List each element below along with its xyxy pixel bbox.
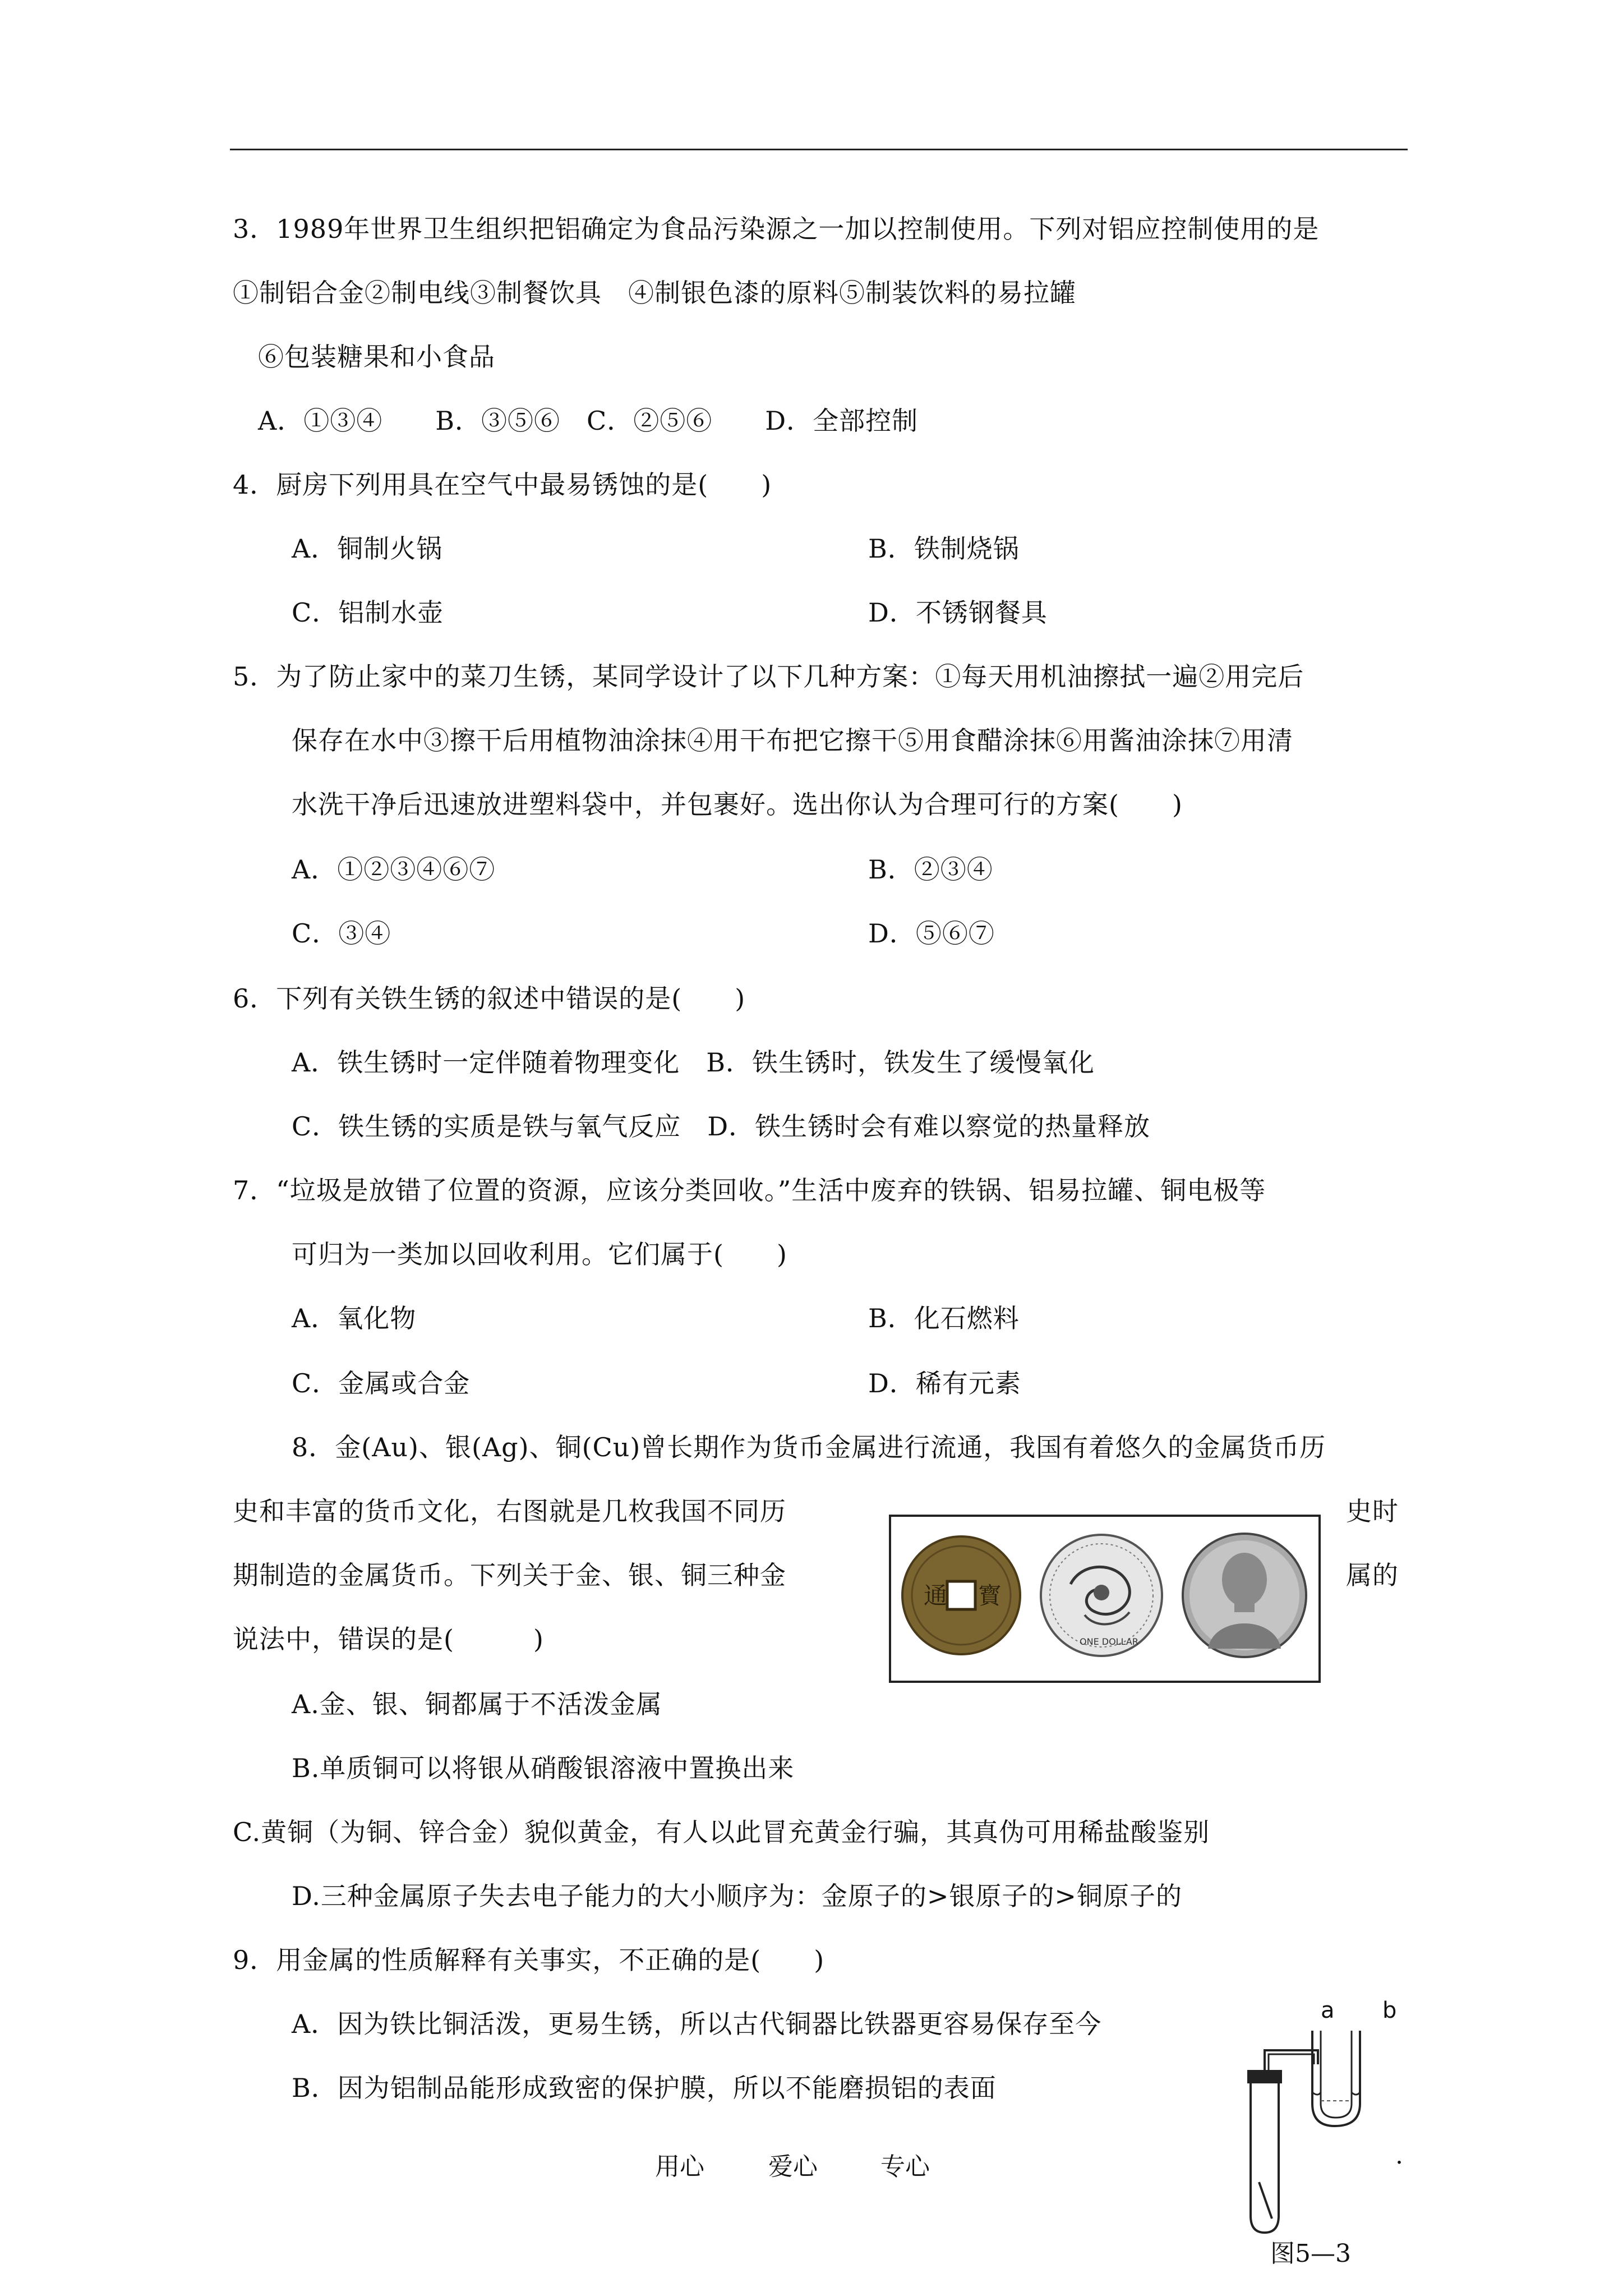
q3-items-line1: ①制铝合金②制电线③制餐饮具 ④制银色漆的原料⑤制装饮料的易拉罐 (233, 278, 1076, 308)
dragon-dollar-coin (1041, 1535, 1162, 1656)
q8-option-b: B.单质铜可以将银从硝酸银溶液中置换出来 (292, 1753, 795, 1783)
q4-option-d: D．不锈钢餐具 (868, 597, 1048, 628)
ancient-coin (902, 1536, 1020, 1654)
q6-options-ab: A．铁生锈时一定伴随着物理变化 B．铁生锈时，铁发生了缓慢氧化 (292, 1047, 1095, 1078)
q9-option-a: A．因为铁比铜活泼，更易生锈，所以古代铜器比铁器更容易保存至今 (292, 2009, 1102, 2039)
apparatus-figure (1234, 1997, 1419, 2249)
q4-option-b: B．铁制烧锅 (868, 533, 1020, 564)
q5-line2: 保存在水中③擦干后用植物油涂抹④用干布把它擦干⑤用食醋涂抹⑥用酱油涂抹⑦用清 (292, 725, 1293, 756)
q8-line3-right: 属的 (1346, 1560, 1399, 1590)
q8-line3-left: 期制造的金属货币。下列关于金、银、铜三种金 (233, 1560, 786, 1590)
coin-dollar-text: ONE DOLLAR (1080, 1636, 1138, 1647)
q6-stem: 6．下列有关铁生锈的叙述中错误的是( ) (233, 983, 746, 1014)
q3-items-line2: ⑥包装糖果和小食品 (258, 342, 495, 372)
q4-option-a: A．铜制火锅 (292, 533, 443, 564)
q3-options: A．①③④ B．③⑤⑥ C．②⑤⑥ D．全部控制 (258, 406, 919, 436)
label-a: a (1321, 1998, 1335, 2023)
q8-line2-left: 史和丰富的货币文化，右图就是几枚我国不同历 (233, 1496, 786, 1526)
coin-char-right: 寳 (978, 1582, 1002, 1609)
footer-dot: . (1395, 2141, 1403, 2170)
q7-line1: 7．“垃圾是放错了位置的资源，应该分类回收。”生活中废弃的铁锅、铝易拉罐、铜电极等 (233, 1175, 1266, 1205)
q5-option-b: B．②③④ (868, 854, 993, 885)
q7-option-d: D．稀有元素 (868, 1368, 1021, 1398)
q8-option-d: D.三种金属原子失去电子能力的大小顺序为：金原子的>银原子的>铜原子的 (292, 1881, 1182, 1911)
q7-option-a: A．氧化物 (292, 1303, 417, 1333)
q5-option-c: C．③④ (292, 918, 391, 949)
coin-char-left: 通 (924, 1582, 948, 1609)
q8-line2-right: 史时 (1346, 1496, 1399, 1526)
q5-option-d: D．⑤⑥⑦ (868, 918, 995, 949)
footer-left: 用心 (655, 2152, 704, 2181)
figure-caption: 图5—3 (1270, 2239, 1351, 2268)
q5-line1: 5．为了防止家中的菜刀生锈，某同学设计了以下几种方案：①每天用机油擦拭一遍②用完后 (233, 661, 1304, 692)
footer-right: 专心 (880, 2152, 930, 2181)
q7-option-b: B．化石燃料 (868, 1303, 1020, 1333)
portrait-coin (1183, 1534, 1306, 1657)
q6-options-cd: C．铁生锈的实质是铁与氧气反应 D．铁生锈时会有难以察觉的热量释放 (292, 1111, 1151, 1142)
apparatus-drawing (1234, 1997, 1419, 2238)
q9-stem: 9．用金属的性质解释有关事实，不正确的是( ) (233, 1945, 825, 1975)
q5-line3: 水洗干净后迅速放进塑料袋中，并包裹好。选出你认为合理可行的方案( ) (292, 789, 1183, 820)
coins-figure (889, 1515, 1321, 1683)
coins-image (891, 1517, 1318, 1681)
q7-line2: 可归为一类加以回收利用。它们属于( ) (292, 1239, 787, 1269)
q8-option-a: A.金、银、铜都属于不活泼金属 (292, 1689, 662, 1719)
footer-middle: 爱心 (768, 2152, 818, 2181)
q7-option-c: C．金属或合金 (292, 1368, 471, 1398)
q8-option-c: C.黄铜（为铜、锌合金）貌似黄金，有人以此冒充黄金行骗，其真伪可用稀盐酸鉴别 (233, 1817, 1210, 1847)
q4-stem: 4．厨房下列用具在空气中最易锈蚀的是( ) (233, 470, 772, 500)
header-rule (230, 149, 1408, 150)
q5-option-a: A．①②③④⑥⑦ (292, 854, 496, 885)
q4-option-c: C．铝制水壶 (292, 597, 444, 628)
q8-line1: 8．金(Au)、银(Ag)、铜(Cu)曾长期作为货币金属进行流通，我国有着悠久的金属货币历 (292, 1432, 1326, 1462)
label-b: b (1382, 1998, 1397, 2023)
q3-stem: 3．1989年世界卫生组织把铝确定为食品污染源之一加以控制使用。下列对铝应控制使用的是 (233, 214, 1320, 244)
q8-line4: 说法中，错误的是( ) (233, 1624, 544, 1654)
q9-option-b: B．因为铝制品能形成致密的保护膜，所以不能磨损铝的表面 (292, 2073, 997, 2103)
